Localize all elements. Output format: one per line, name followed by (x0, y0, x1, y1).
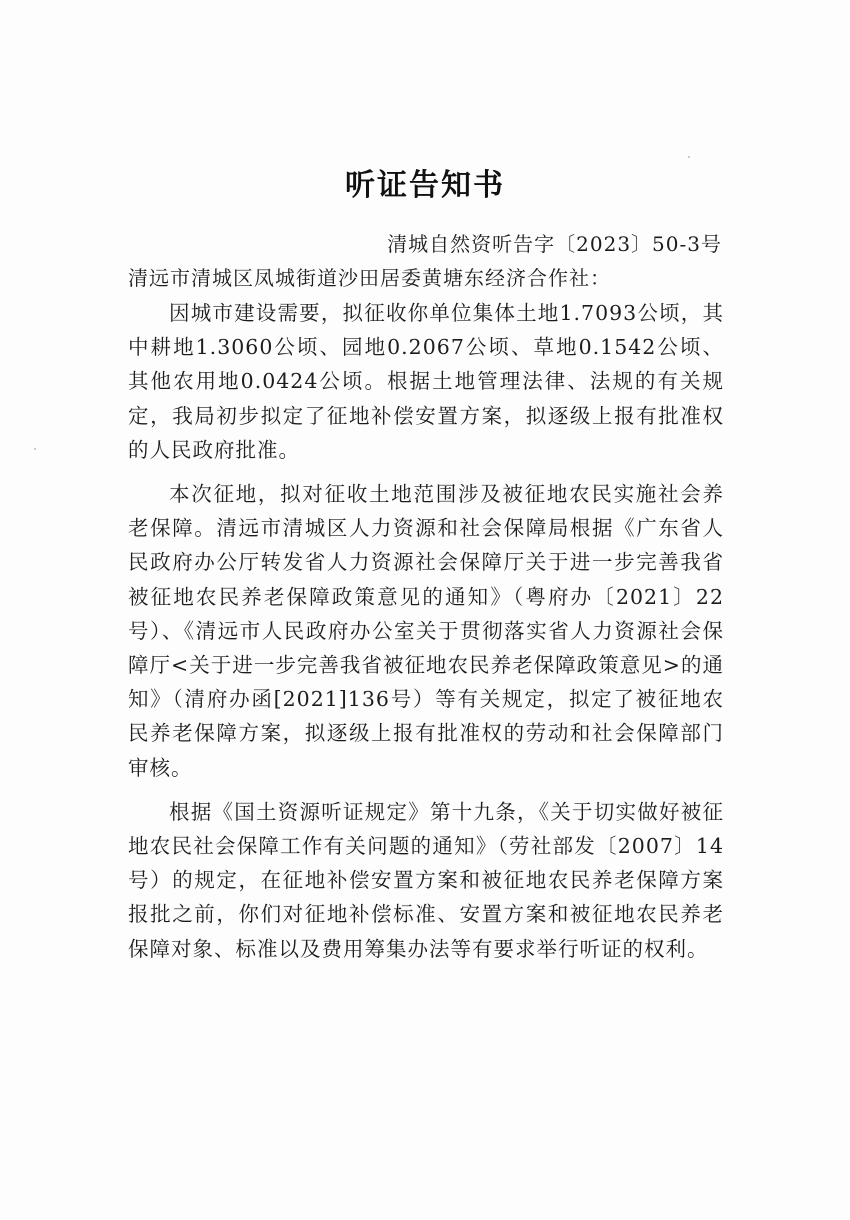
document-title: 听证告知书 (345, 168, 505, 203)
body-paragraph: 因城市建设需要，拟征收你单位集体土地1.7093公顷，其中耕地1.3060公顷、园地0.2067公顷、草地0.1542公顷、其他农用地0.0424公顷。根据土地管理法律、法规的有关规定，我局初步拟定了征地补偿安置方案，拟逐级上报有批准权的人民政府批准。 (128, 301, 724, 462)
document-body (128, 296, 724, 976)
document-number: 清城自然资听告字〔2023〕50-3号 (387, 232, 722, 256)
body-paragraph: 本次征地，拟对征收土地范围涉及被征地农民实施社会养老保障。清远市清城区人力资源和社会保障局根据《广东省人民政府办公厅转发省人力资源社会保障厅关于进一步完善我省被征地农民养老保障政策意见的通知》（粤府办〔2021〕22号）、《清远市人民政府办公室关于贯彻落实省人力资源社会保障厅<关于进一步完善我省被征地农民养老保障政策意见>的通知》（清府办函[2021]136号）等有关规定，拟定了被征地农民养老保障方案，拟逐级上报有批准权的劳动和社会保障部门审核。 (128, 482, 724, 780)
body-paragraph: 根据《国土资源听证规定》第十九条，《关于切实做好被征地农民社会保障工作有关问题的通知》（劳社部发〔2007〕14号）的规定，在征地补偿安置方案和被征地农民养老保障方案报批之前，你们对征地补偿标准、安置方案和被征地农民养老保障对象、标准以及费用筹集办法等有要求举行听证的权利。 (128, 799, 724, 961)
addressee: 清远市清城区凤城街道沙田居委黄塘东经济合作社： (128, 266, 611, 290)
scan-speck (34, 448, 36, 450)
scan-speck (688, 156, 690, 158)
